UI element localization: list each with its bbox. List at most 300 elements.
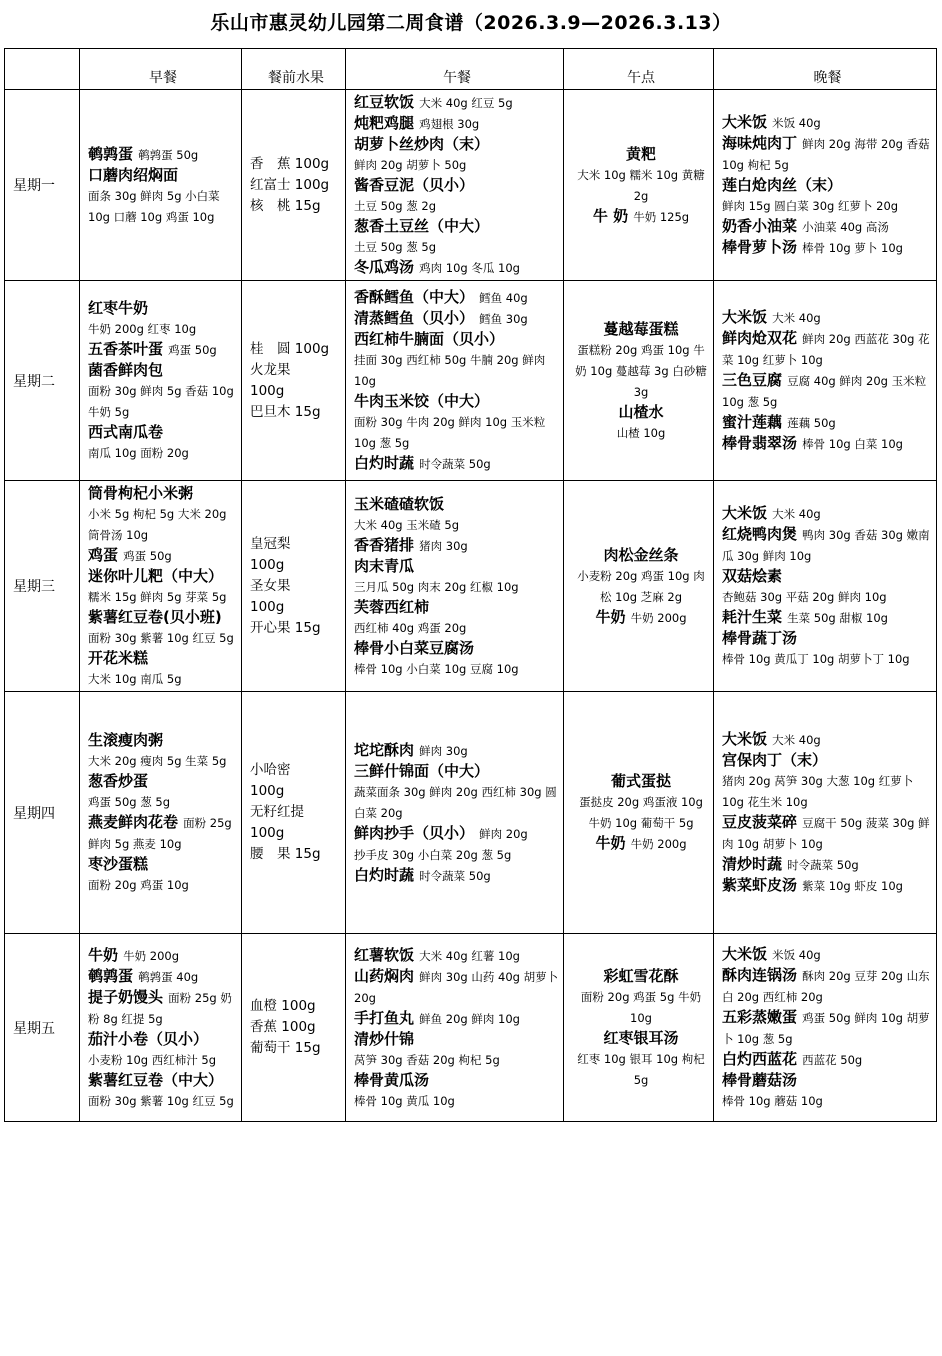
dish-line: [354, 195, 560, 216]
dish-line: [572, 833, 710, 854]
dish-line: [572, 339, 710, 402]
dish-ingredients: 鸡蛋 50g: [123, 549, 172, 563]
fruit-item: 圣女果: [250, 577, 291, 594]
dish-line: [572, 545, 710, 565]
dish-line: [354, 966, 560, 1008]
dish-ingredients: 蛋挞皮 20g 鸡蛋液 10g 牛奶 10g 葡萄干 5g: [579, 795, 703, 830]
dish-name: 黄粑: [625, 144, 656, 163]
breakfast-cell: [80, 90, 242, 281]
dish-name: 牛奶: [88, 945, 119, 964]
fruit-item: 100g: [250, 825, 285, 841]
dish-name: 紫菜虾皮汤: [722, 876, 798, 894]
dish-line: [88, 545, 238, 566]
dish-ingredients: 鸡翅根 30g: [419, 117, 480, 131]
dish-name: 蜜汁莲藕: [722, 413, 783, 431]
dish-ingredients: 面粉 25g 鲜肉 5g 燕麦 10g: [88, 816, 232, 851]
dish-ingredients: 蛋糕粉 20g 鸡蛋 10g 牛奶 10g 蔓越莓 3g 白砂糖 3g: [575, 342, 707, 399]
dish-ingredients: 豆腐干 50g 菠菜 30g 鲜肉 10g 胡萝卜 10g: [722, 816, 930, 851]
lunch-cell: [346, 692, 564, 934]
dish-line: [572, 319, 710, 339]
dish-ingredients: 莴笋 30g 香菇 20g 枸杞 5g: [354, 1052, 500, 1067]
header-fruit: 餐前水果: [242, 49, 346, 90]
dish-line: [572, 206, 710, 227]
dish-ingredients: 挂面 30g 西红柿 50g 牛腩 20g 鲜肉 10g: [354, 353, 546, 388]
fruit-item: 葡萄干 15g: [250, 1040, 321, 1056]
dish-name: 燕麦鲜肉花卷: [88, 813, 179, 831]
dish-name: 棒骨萝卜汤: [722, 238, 798, 256]
dish-line: [88, 1049, 238, 1070]
dish-line: [88, 442, 238, 463]
dish-line: [722, 433, 933, 454]
dish-name: 迷你叶儿粑（中大）: [88, 567, 224, 585]
day-label: 星期一: [5, 90, 80, 281]
fruit-item: 巴旦木 15g: [250, 403, 321, 420]
dish-line: [722, 854, 933, 875]
dish-name: 紫薯红豆卷（中大）: [88, 1070, 224, 1089]
dish-line: [572, 986, 710, 1028]
dish-ingredients: 鸡蛋 50g: [168, 343, 217, 357]
dish-line: [88, 966, 238, 987]
dish-line: [722, 628, 933, 648]
dinner-cell: [714, 281, 937, 481]
dish-line: [88, 945, 238, 966]
dish-line: [354, 287, 560, 308]
dish-line: [572, 607, 710, 628]
dish-ingredients: 小麦粉 20g 鸡蛋 10g 肉松 10g 芝麻 2g: [577, 568, 705, 604]
dish-ingredients: 鲜肉 20g 西蓝花 30g 花菜 10g 红萝卜 10g: [722, 332, 930, 367]
dish-line: [722, 812, 933, 854]
dish-name: 宫保肉丁（末）: [722, 751, 828, 769]
dish-name: 红薯软饭: [354, 945, 415, 964]
dish-line: [88, 503, 238, 545]
dish-line: [354, 535, 560, 556]
dish-name: 生滚瘦肉粥: [88, 731, 164, 749]
dish-line: [354, 576, 560, 597]
dish-ingredients: 莲藕 50g: [787, 416, 836, 430]
dish-ingredients: 棒骨 10g 黄瓜 10g: [354, 1093, 455, 1108]
header-breakfast: 早餐: [80, 49, 242, 90]
dish-ingredients: 猪肉 20g 莴笋 30g 大葱 10g 红萝卜 10g 花生米 10g: [722, 774, 914, 809]
dish-line: [354, 236, 560, 257]
dish-name: 红豆软饭: [354, 93, 415, 111]
dish-line: [722, 133, 933, 175]
dish-ingredients: 米饭 40g: [772, 116, 821, 130]
dish-line: [354, 453, 560, 474]
dish-line: [354, 617, 560, 638]
dish-line: [722, 503, 933, 524]
dish-name: 肉松金丝条: [603, 545, 679, 564]
fruit-item: 皇冠梨: [250, 535, 291, 552]
dish-ingredients: 大米 40g 红豆 5g: [419, 96, 513, 110]
dish-name: 提子奶馒头: [88, 987, 164, 1006]
dish-line: [354, 175, 560, 195]
dish-line: [722, 944, 933, 965]
dish-name: 蔓越莓蛋糕: [603, 319, 679, 338]
header-afternoon-snack: 午点: [564, 49, 714, 90]
dish-name: 茄汁小卷（贝小）: [88, 1029, 209, 1048]
dish-name: 鹌鹑蛋: [88, 966, 134, 985]
dish-ingredients: 土豆 50g 葱 2g: [354, 199, 437, 213]
dish-name: 枣沙蛋糕: [88, 855, 149, 873]
dish-line: [572, 565, 710, 607]
dish-name: 大米饭: [722, 945, 768, 963]
dish-ingredients: 蔬菜面条 30g 鲜肉 20g 西红柿 30g 圆白菜 20g: [354, 784, 557, 820]
dish-line: [722, 729, 933, 750]
dish-name: 玉米碴碴软饭: [354, 494, 445, 513]
dish-line: [88, 1029, 238, 1049]
dish-ingredients: 鲜肉 15g 圆白菜 30g 红萝卜 20g: [722, 199, 899, 213]
dish-line: [572, 164, 710, 206]
dish-line: [354, 945, 560, 966]
dish-name: 清炒时蔬: [722, 855, 783, 873]
dish-ingredients: 大米 40g 玉米碴 5g: [354, 517, 460, 532]
fruit-item: 无籽红提: [250, 804, 304, 820]
dish-line: [88, 483, 238, 503]
dish-ingredients: 牛奶 200g: [630, 610, 687, 625]
dish-line: [354, 844, 560, 865]
dish-name: 白灼西蓝花: [722, 1050, 798, 1068]
dish-name: 筒骨枸杞小米粥: [88, 484, 194, 502]
dish-name: 山楂水: [618, 402, 664, 421]
fruit-item: 100g: [250, 598, 285, 615]
dish-line: [572, 966, 710, 986]
dish-line: [354, 761, 560, 781]
dish-ingredients: 猪肉 30g: [419, 538, 468, 553]
dish-ingredients: 时令蔬菜 50g: [787, 858, 859, 872]
dish-ingredients: 鹌鹑蛋 40g: [138, 969, 199, 984]
breakfast-cell: [80, 281, 242, 481]
dish-name: 牛奶: [595, 834, 626, 852]
dish-name: 紫薯红豆卷(贝小班): [88, 608, 222, 626]
dish-line: [572, 791, 710, 833]
dish-ingredients: 时令蔬菜 50g: [419, 457, 491, 471]
dish-ingredients: 时令蔬菜 50g: [419, 868, 491, 883]
dish-line: [572, 422, 710, 443]
dish-ingredients: 小米 5g 枸杞 5g 大米 20g 筒骨汤 10g: [88, 507, 227, 542]
dish-name: 坨坨酥肉: [354, 740, 415, 759]
dish-ingredients: 南瓜 10g 面粉 20g: [88, 446, 189, 460]
dish-name: 豆皮菠菜碎: [722, 813, 798, 831]
dish-name: 海味炖肉丁: [722, 134, 798, 152]
dish-name: 三鲜什锦面（中大）: [354, 761, 490, 780]
dish-ingredients: 糯米 15g 鲜肉 5g 芽菜 5g: [88, 590, 227, 604]
dish-line: [354, 154, 560, 175]
day-label: 星期五: [5, 934, 80, 1122]
dish-ingredients: 紫菜 10g 虾皮 10g: [802, 879, 903, 893]
dish-name: 棒骨翡翠汤: [722, 434, 798, 452]
dish-line: [88, 648, 238, 668]
dish-ingredients: 小油菜 40g 高汤: [802, 220, 889, 234]
dish-line: [722, 1007, 933, 1049]
dish-line: [88, 668, 238, 689]
dish-line: [722, 412, 933, 433]
dish-name: 牛肉玉米饺（中大）: [354, 392, 490, 410]
dish-ingredients: 抄手皮 30g 小白菜 20g 葱 5g: [354, 847, 512, 862]
dish-line: [88, 1090, 238, 1111]
dish-ingredients: 棒骨 10g 萝卜 10g: [802, 241, 903, 255]
dish-line: [88, 360, 238, 380]
dish-line: [722, 607, 933, 628]
dish-ingredients: 鹌鹑蛋 50g: [138, 147, 199, 162]
fruit-item: 核 桃 15g: [250, 197, 321, 214]
dish-line: [88, 1070, 238, 1090]
dish-line: [572, 1048, 710, 1090]
fruit-item: 腰 果 15g: [250, 846, 321, 862]
dish-line: [722, 307, 933, 328]
dish-name: 肉末青瓜: [354, 556, 415, 575]
dish-line: [722, 1090, 933, 1111]
afternoon-snack-cell: [564, 90, 714, 281]
dish-name: 葱香土豆丝（中大）: [354, 217, 490, 235]
dish-name: 红枣牛奶: [88, 299, 149, 317]
dish-name: 棒骨小白菜豆腐汤: [354, 638, 475, 657]
dish-line: [88, 730, 238, 750]
dish-line: [354, 134, 560, 154]
dinner-cell: [714, 692, 937, 934]
dish-ingredients: 面粉 30g 鲜肉 5g 香菇 10g 牛奶 5g: [88, 384, 234, 419]
dish-line: [354, 658, 560, 679]
dish-line: [722, 195, 933, 216]
dish-ingredients: 土豆 50g 葱 5g: [354, 240, 437, 254]
dish-name: 白灼时蔬: [354, 865, 415, 884]
dish-line: [722, 566, 933, 586]
dish-line: [88, 791, 238, 812]
day-row: [5, 481, 937, 692]
day-row: [5, 90, 937, 281]
dish-ingredients: 面粉 25g 奶粉 8g 红提 5g: [88, 990, 232, 1026]
dish-name: 芙蓉西红柿: [354, 597, 430, 616]
dish-line: [354, 556, 560, 576]
dish-name: 冬瓜鸡汤: [354, 258, 415, 276]
dish-name: 莲白炝肉丝（末）: [722, 176, 843, 194]
dish-name: 葱香炒蛋: [88, 772, 149, 790]
dish-line: [88, 298, 238, 318]
header-lunch: 午餐: [346, 49, 564, 90]
fruit-item: 桂 圆 100g: [250, 340, 330, 357]
dish-name: 鸡蛋: [88, 546, 119, 564]
dish-line: [722, 112, 933, 133]
dish-name: 香酥鳕鱼（中大）: [354, 288, 475, 306]
dish-line: [572, 402, 710, 422]
header-dinner: 晚餐: [714, 49, 937, 90]
dish-line: [88, 144, 238, 165]
dish-line: [88, 586, 238, 607]
dish-ingredients: 鸭肉 30g 香菇 30g 嫩南瓜 30g 鲜肉 10g: [722, 528, 930, 563]
afternoon-snack-cell: [564, 481, 714, 692]
dish-name: 鹌鹑蛋: [88, 144, 134, 163]
dish-name: 香香猪排: [354, 535, 415, 554]
dish-line: [354, 494, 560, 514]
dish-ingredients: 大米 10g 南瓜 5g: [88, 672, 182, 686]
dish-line: [722, 1049, 933, 1070]
dish-ingredients: 牛奶 200g: [123, 948, 180, 963]
dish-line: [354, 308, 560, 329]
dish-ingredients: 鲜肉 20g 胡萝卜 50g: [354, 158, 467, 172]
dish-line: [722, 175, 933, 195]
dish-ingredients: 三月瓜 50g 肉末 20g 红椒 10g: [354, 579, 519, 594]
dish-name: 牛奶: [595, 607, 626, 626]
dish-ingredients: 西蓝花 50g: [802, 1053, 863, 1067]
fruit-cell: [242, 281, 346, 481]
dish-line: [354, 865, 560, 886]
dish-name: 手打鱼丸: [354, 1008, 415, 1027]
dish-line: [354, 92, 560, 113]
dish-line: [88, 771, 238, 791]
dish-ingredients: 面粉 20g 鸡蛋 10g: [88, 878, 189, 892]
dish-ingredients: 面粉 20g 鸡蛋 5g 牛奶 10g: [580, 989, 702, 1025]
dish-name: 山药焖肉: [354, 966, 415, 985]
dish-name: 鲜肉抄手（贝小）: [354, 823, 475, 842]
dish-ingredients: 山楂 10g: [616, 425, 666, 440]
fruit-item: 血橙 100g: [250, 998, 316, 1014]
dish-ingredients: 牛奶 125g: [633, 209, 690, 224]
fruit-item: 100g: [250, 382, 285, 399]
dish-ingredients: 鸡蛋 50g 鲜肉 10g 胡萝卜 10g 葱 5g: [722, 1011, 930, 1046]
dish-line: [354, 1008, 560, 1029]
dish-line: [88, 812, 238, 854]
dish-line: [722, 965, 933, 1007]
dish-name: 清蒸鳕鱼（贝小）: [354, 309, 475, 327]
dish-name: 棒骨蔬丁汤: [722, 629, 798, 647]
dish-ingredients: 豆腐 40g 鲜肉 20g 玉米粒 10g 葱 5g: [722, 374, 927, 409]
dish-name: 菌香鲜肉包: [88, 361, 164, 379]
fruit-item: 香 蕉 100g: [250, 155, 330, 172]
dish-line: [722, 648, 933, 669]
dish-name: 葡式蛋挞: [610, 772, 671, 790]
dish-ingredients: 大米 40g 红薯 10g: [419, 948, 520, 963]
dish-ingredients: 酥肉 20g 豆芽 20g 山东白 20g 西红柿 20g: [722, 969, 930, 1004]
breakfast-cell: [80, 481, 242, 692]
dish-line: [88, 165, 238, 185]
lunch-cell: [346, 281, 564, 481]
lunch-cell: [346, 90, 564, 281]
page-title: 乐山市惠灵幼儿园第二周食谱（2026.3.9—2026.3.13）: [210, 12, 732, 34]
fruit-cell: [242, 90, 346, 281]
dish-line: [88, 854, 238, 874]
fruit-item: 小哈密: [250, 762, 291, 778]
fruit-item: 开心果 15g: [250, 619, 321, 636]
dish-ingredients: 面粉 30g 紫薯 10g 红豆 5g: [88, 1093, 234, 1108]
dish-name: 清炒什锦: [354, 1029, 415, 1048]
dish-name: 红枣银耳汤: [603, 1028, 679, 1047]
dish-line: [88, 185, 238, 227]
dish-line: [722, 770, 933, 812]
dish-ingredients: 大米 40g: [772, 507, 821, 521]
dish-name: 酥肉连锅汤: [722, 966, 798, 984]
dish-name: 酱香豆泥（贝小）: [354, 176, 475, 194]
dish-line: [88, 318, 238, 339]
fruit-item: 100g: [250, 783, 285, 799]
dish-name: 白灼时蔬: [354, 454, 415, 472]
dish-ingredients: 大米 10g 糯米 10g 黄糖 2g: [577, 167, 705, 203]
dish-name: 口蘑肉绍焖面: [88, 165, 179, 184]
dish-line: [722, 328, 933, 370]
fruit-item: 100g: [250, 556, 285, 573]
dish-ingredients: 鳕鱼 30g: [479, 312, 528, 326]
lunch-cell: [346, 481, 564, 692]
dish-ingredients: 生菜 50g 甜椒 10g: [787, 611, 888, 625]
dish-name: 西红柿牛腩面（贝小）: [354, 330, 505, 348]
dish-line: [354, 638, 560, 658]
dish-line: [572, 771, 710, 791]
dish-line: [572, 144, 710, 164]
dish-name: 胡萝卜丝炒肉（末）: [354, 135, 490, 153]
dish-name: 西式南瓜卷: [88, 423, 164, 441]
dinner-cell: [714, 934, 937, 1122]
dish-name: 鲜肉炝双花: [722, 329, 798, 347]
dinner-cell: [714, 481, 937, 692]
dish-name: 红烧鸭肉煲: [722, 525, 798, 543]
fruit-cell: [242, 934, 346, 1122]
dish-line: [354, 349, 560, 391]
dish-line: [88, 750, 238, 771]
dish-ingredients: 牛奶 200g 红枣 10g: [88, 322, 197, 336]
breakfast-cell: [80, 692, 242, 934]
dish-name: 三色豆腐: [722, 371, 783, 389]
dish-ingredients: 鸡肉 10g 冬瓜 10g: [419, 261, 520, 275]
dish-line: [722, 237, 933, 258]
dish-name: 五彩蒸嫩蛋: [722, 1008, 798, 1026]
weekly-menu-table: [4, 48, 937, 1122]
day-label: 星期四: [5, 692, 80, 934]
dish-ingredients: 鳕鱼 40g: [479, 291, 528, 305]
dish-line: [88, 987, 238, 1029]
dish-line: [354, 597, 560, 617]
day-row: [5, 692, 937, 934]
fruit-cell: [242, 692, 346, 934]
dish-line: [722, 875, 933, 896]
dish-line: [354, 411, 560, 453]
day-row: [5, 281, 937, 481]
dish-line: [722, 1070, 933, 1090]
dish-name: 双菇烩素: [722, 567, 783, 585]
dish-line: [354, 216, 560, 236]
dish-ingredients: 面条 30g 鲜肉 5g 小白菜 10g 口蘑 10g 鸡蛋 10g: [88, 188, 220, 224]
dish-ingredients: 鲜肉 20g: [479, 826, 528, 841]
day-label: 星期二: [5, 281, 80, 481]
dish-ingredients: 面粉 30g 牛肉 20g 鲜肉 10g 玉米粒 10g 葱 5g: [354, 415, 546, 450]
dish-line: [88, 380, 238, 422]
dish-line: [88, 339, 238, 360]
dish-line: [572, 1028, 710, 1048]
dish-name: 棒骨黄瓜汤: [354, 1070, 430, 1089]
dish-line: [354, 391, 560, 411]
dish-name: 彩虹雪花酥: [603, 966, 679, 985]
dish-name: 五香茶叶蛋: [88, 340, 164, 358]
fruit-item: 红富士 100g: [250, 176, 330, 193]
dish-line: [88, 607, 238, 627]
afternoon-snack-cell: [564, 692, 714, 934]
dish-line: [354, 257, 560, 278]
dish-ingredients: 西红柿 40g 鸡蛋 20g: [354, 620, 467, 635]
dish-line: [354, 781, 560, 823]
dish-ingredients: 棒骨 10g 白菜 10g: [802, 437, 903, 451]
dish-name: 大米饭: [722, 113, 768, 131]
dish-line: [354, 1049, 560, 1070]
dish-ingredients: 面粉 30g 紫薯 10g 红豆 5g: [88, 631, 234, 645]
day-row: [5, 934, 937, 1122]
dish-ingredients: 红枣 10g 银耳 10g 枸杞 5g: [577, 1051, 705, 1087]
dish-ingredients: 小麦粉 10g 西红柿汁 5g: [88, 1052, 217, 1067]
afternoon-snack-cell: [564, 281, 714, 481]
dish-ingredients: 大米 20g 瘦肉 5g 生菜 5g: [88, 754, 227, 768]
dish-name: 大米饭: [722, 730, 768, 748]
header-row: [5, 49, 937, 90]
dish-line: [354, 823, 560, 844]
dish-line: [88, 627, 238, 648]
dish-ingredients: 大米 40g: [772, 733, 821, 747]
dish-line: [722, 586, 933, 607]
